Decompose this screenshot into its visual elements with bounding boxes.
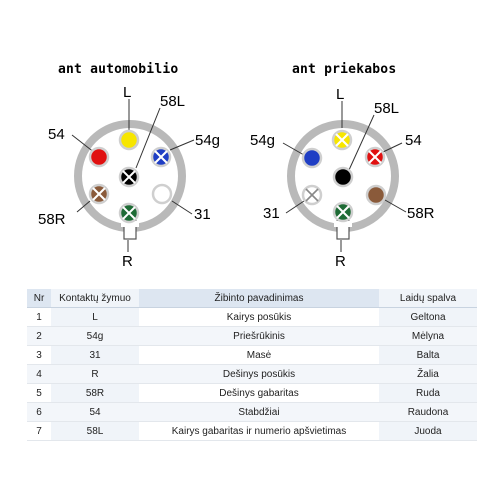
cell-light: Dešinys posūkis (139, 365, 379, 384)
cell-nr: 7 (27, 422, 51, 441)
pin-label-58r: 58R (38, 211, 66, 228)
pin-label-54g: 54g (195, 132, 221, 149)
table-row (27, 365, 477, 384)
table-header-row (27, 289, 477, 308)
pin-r-icon (334, 203, 352, 221)
pin-31-icon (153, 185, 171, 203)
pin-label-31: 31 (263, 205, 280, 222)
cell-nr: 6 (27, 403, 51, 422)
pin-label-l: L (336, 86, 345, 103)
pin-54g-icon (303, 149, 321, 167)
cell-light: Stabdžiai (139, 403, 379, 422)
cell-contact: L (51, 308, 139, 327)
cell-light: Masė (139, 346, 379, 365)
pin-l-icon (120, 131, 138, 149)
table-row (27, 422, 477, 441)
cell-contact: 54 (51, 403, 139, 422)
pin-54g-icon (152, 148, 170, 166)
cell-light: Kairys gabaritas ir numerio apšvietimas (139, 422, 379, 441)
pin-58r-icon (90, 185, 108, 203)
table-row (27, 327, 477, 346)
cell-wire-color: Mėlyna (379, 327, 477, 346)
column-header-nr: Nr (27, 289, 51, 308)
cell-wire-color: Juoda (379, 422, 477, 441)
cell-contact: 54g (51, 327, 139, 346)
pin-label-58l: 58L (160, 93, 186, 110)
pin-label-58r: 58R (407, 205, 435, 222)
table-row (27, 308, 477, 327)
table-row (27, 403, 477, 422)
table-row (27, 384, 477, 403)
cell-wire-color: Balta (379, 346, 477, 365)
pin-label-54g: 54g (250, 132, 276, 149)
left-connector (38, 84, 220, 270)
pinout-table (27, 289, 477, 441)
pin-label-54: 54 (48, 126, 65, 143)
cell-contact: 31 (51, 346, 139, 365)
pin-r-icon (120, 204, 138, 222)
right-connector (250, 86, 435, 270)
pin-31-icon (303, 186, 321, 204)
cell-contact: R (51, 365, 139, 384)
pin-label-r: R (122, 253, 133, 270)
cell-nr: 4 (27, 365, 51, 384)
column-header-light: Žibinto pavadinimas (139, 289, 379, 308)
cell-light: Kairys posūkis (139, 308, 379, 327)
pin-58l-icon (334, 168, 352, 186)
pin-54-icon (90, 148, 108, 166)
left-connector-title: ant automobilio (58, 62, 179, 77)
table-row (27, 346, 477, 365)
cell-wire-color: Geltona (379, 308, 477, 327)
cell-wire-color: Ruda (379, 384, 477, 403)
column-header-wire-color: Laidų spalva (379, 289, 477, 308)
cell-wire-color: Žalia (379, 365, 477, 384)
cell-light: Dešinys gabaritas (139, 384, 379, 403)
cell-nr: 3 (27, 346, 51, 365)
cell-light: Priešrūkinis (139, 327, 379, 346)
cell-contact: 58L (51, 422, 139, 441)
cell-nr: 5 (27, 384, 51, 403)
pin-58l-icon (120, 168, 138, 186)
cell-contact: 58R (51, 384, 139, 403)
cell-nr: 2 (27, 327, 51, 346)
pin-54-icon (366, 148, 384, 166)
column-header-contact: Kontaktų žymuo (51, 289, 139, 308)
pin-label-31: 31 (194, 206, 211, 223)
cell-nr: 1 (27, 308, 51, 327)
pin-label-l: L (123, 84, 132, 101)
right-connector-title: ant priekabos (292, 62, 397, 77)
pin-label-r: R (335, 253, 346, 270)
pin-label-54: 54 (405, 132, 422, 149)
pin-l-icon (333, 131, 351, 149)
pin-58r-icon (367, 186, 385, 204)
cell-wire-color: Raudona (379, 403, 477, 422)
pin-label-58l: 58L (374, 100, 400, 117)
